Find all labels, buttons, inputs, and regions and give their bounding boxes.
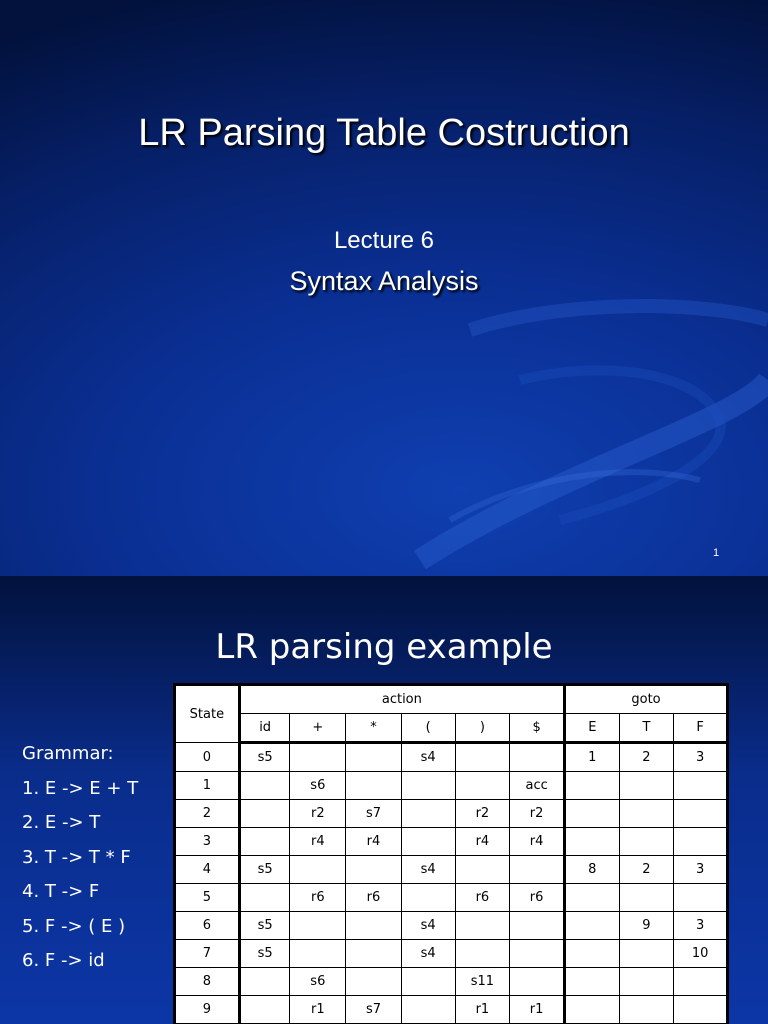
table-cell: s6	[290, 968, 346, 996]
column-header: E	[564, 714, 619, 743]
grammar-rule: 6. F -> id	[22, 950, 105, 971]
table-cell: r2	[455, 800, 510, 828]
table-cell	[346, 772, 402, 800]
table-cell: acc	[510, 772, 565, 800]
table-cell: s4	[401, 912, 455, 940]
table-cell	[619, 968, 674, 996]
table-cell: s7	[346, 996, 402, 1024]
table-cell: s6	[290, 772, 346, 800]
table-cell	[510, 743, 565, 772]
table-row	[175, 743, 728, 772]
table-cell: s4	[401, 856, 455, 884]
table-cell	[239, 772, 290, 800]
slide-2-title: LR parsing example	[215, 627, 553, 667]
table-cell: s5	[239, 912, 290, 940]
table-cell	[401, 800, 455, 828]
table-body	[175, 743, 728, 1024]
table-cell	[510, 940, 565, 968]
table-cell: 8	[564, 856, 619, 884]
table-row	[175, 940, 728, 968]
table-cell	[510, 912, 565, 940]
table-cell: r4	[346, 828, 402, 856]
column-header: $	[510, 714, 565, 743]
table-cell	[564, 996, 619, 1024]
table-cell	[674, 800, 728, 828]
table-cell: r1	[510, 996, 565, 1024]
table-cell	[619, 940, 674, 968]
slide-1-subtitle: Syntax Analysis	[289, 266, 479, 296]
column-header: T	[619, 714, 674, 743]
table-cell: r6	[290, 884, 346, 912]
table-cell: r1	[455, 996, 510, 1024]
grammar-rule: 4. T -> F	[22, 881, 100, 902]
table-cell: r6	[346, 884, 402, 912]
table-cell	[564, 800, 619, 828]
slide-1-title: LR Parsing Table Costruction	[138, 112, 630, 154]
table-cell	[239, 828, 290, 856]
table-cell	[674, 884, 728, 912]
table-cell: r4	[290, 828, 346, 856]
grammar-label: Grammar:	[22, 743, 114, 764]
table-cell: r4	[455, 828, 510, 856]
grammar-rule: 3. T -> T * F	[22, 846, 131, 868]
table-cell	[401, 968, 455, 996]
table-cell: r1	[290, 996, 346, 1024]
table-row	[175, 912, 728, 940]
table-cell	[619, 828, 674, 856]
table-cell: 1	[564, 743, 619, 772]
table-cell	[674, 772, 728, 800]
table-cell	[564, 772, 619, 800]
table-cell	[239, 996, 290, 1024]
table-cell	[239, 800, 290, 828]
table-cell: s5	[239, 856, 290, 884]
table-cell: 7	[175, 940, 240, 968]
table-row	[175, 828, 728, 856]
table-cell: 2	[175, 800, 240, 828]
table-cell	[619, 800, 674, 828]
table-cell	[564, 912, 619, 940]
table-cell: 9	[175, 996, 240, 1024]
table-cell: 3	[674, 743, 728, 772]
table-cell	[510, 856, 565, 884]
table-cell	[346, 856, 402, 884]
table-cell: s7	[346, 800, 402, 828]
table-cell	[346, 743, 402, 772]
table-cell: 0	[175, 743, 240, 772]
table-cell: 3	[175, 828, 240, 856]
table-cell	[290, 912, 346, 940]
table-cell	[510, 968, 565, 996]
table-cell	[346, 968, 402, 996]
table-row	[175, 884, 728, 912]
table-cell	[455, 772, 510, 800]
table-cell	[455, 856, 510, 884]
grammar-rule: 5. F -> ( E )	[22, 915, 126, 937]
table-cell	[619, 884, 674, 912]
grammar-rule: 2. E -> T	[22, 812, 101, 833]
goto-header: goto	[564, 685, 727, 714]
action-header: action	[239, 685, 564, 714]
table-cell: 1	[175, 772, 240, 800]
table-cell: 2	[619, 743, 674, 772]
lecture-number: Lecture 6	[333, 227, 435, 254]
table-cell	[564, 940, 619, 968]
table-cell: 4	[175, 856, 240, 884]
table-cell	[455, 743, 510, 772]
table-cell	[346, 940, 402, 968]
grammar-rule: 1. E -> E + T	[22, 777, 139, 799]
table-cell	[455, 940, 510, 968]
table-cell	[239, 884, 290, 912]
table-cell	[401, 884, 455, 912]
table-cell: 3	[674, 856, 728, 884]
table-cell: r6	[510, 884, 565, 912]
table-cell: r6	[455, 884, 510, 912]
table-cell: s5	[239, 743, 290, 772]
table-row	[175, 800, 728, 828]
table-cell: r2	[290, 800, 346, 828]
table-cell: s5	[239, 940, 290, 968]
table-cell	[564, 884, 619, 912]
table-cell	[290, 743, 346, 772]
table-cell	[401, 996, 455, 1024]
table-cell: s11	[455, 968, 510, 996]
page-number: 1	[713, 547, 720, 559]
table-cell	[619, 996, 674, 1024]
table-cell	[619, 772, 674, 800]
table-cell	[401, 828, 455, 856]
column-header: id	[239, 714, 290, 743]
table-cell	[674, 828, 728, 856]
table-cell	[455, 912, 510, 940]
column-header: +	[290, 714, 346, 743]
table-cell	[564, 968, 619, 996]
state-header: State	[175, 685, 240, 743]
table-cell	[674, 996, 728, 1024]
column-header: *	[346, 714, 402, 743]
table-cell: 3	[674, 912, 728, 940]
table-cell	[564, 828, 619, 856]
table-row	[175, 856, 728, 884]
table-row	[175, 968, 728, 996]
table-cell: 8	[175, 968, 240, 996]
table-cell	[346, 912, 402, 940]
table-cell: 2	[619, 856, 674, 884]
table-cell	[290, 940, 346, 968]
table-cell	[290, 856, 346, 884]
column-header: )	[455, 714, 510, 743]
column-header: (	[401, 714, 455, 743]
lr-parsing-table	[173, 683, 729, 1024]
table-cell: 9	[619, 912, 674, 940]
table-row	[175, 772, 728, 800]
table-cell: s4	[401, 743, 455, 772]
table-cell	[674, 968, 728, 996]
grammar-list	[22, 742, 138, 984]
table-cell: 6	[175, 912, 240, 940]
table-cell: r4	[510, 828, 565, 856]
table-cell: r2	[510, 800, 565, 828]
table-cell: 10	[674, 940, 728, 968]
table-cell: s4	[401, 940, 455, 968]
table-cell	[401, 772, 455, 800]
table-cell	[239, 968, 290, 996]
column-header: F	[674, 714, 728, 743]
table-row	[175, 996, 728, 1024]
table-cell: 5	[175, 884, 240, 912]
parsing-table-container	[173, 683, 729, 1024]
